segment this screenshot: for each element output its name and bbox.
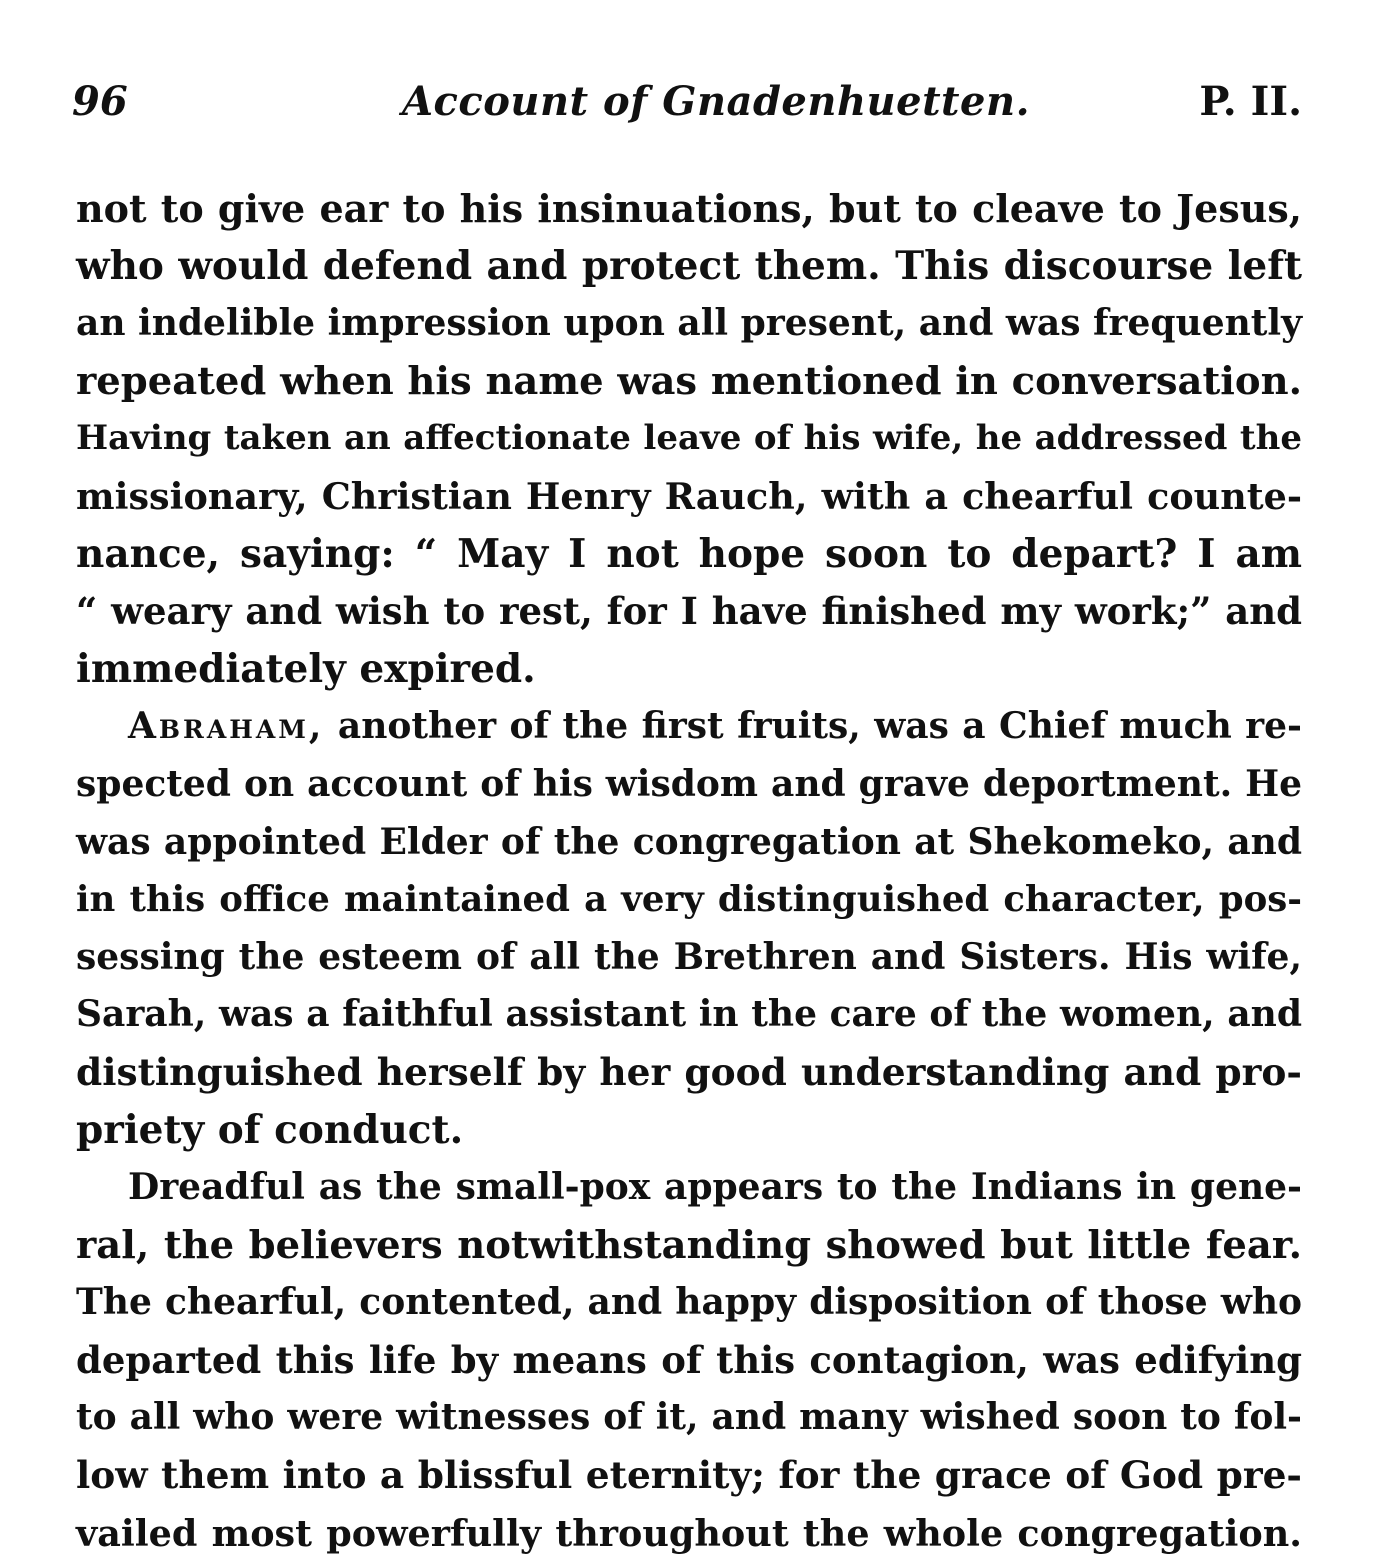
text-line: was appointed Elder of the congregation at Shekomeko, and (76, 820, 1302, 863)
paragraph-first-line (76, 698, 1302, 756)
text-line: Having taken an affectionate leave of his wife, he addressed the (76, 418, 1302, 459)
text-line: sessing the esteem of all the Brethren and Sisters. His wife, (76, 935, 1302, 978)
text-line: to all who were witnesses of it, and many wished soon to fol- (76, 1396, 1302, 1439)
text-line: priety of conduct. (76, 1106, 464, 1153)
lead-name: Abraham, (128, 705, 325, 748)
text-line: immediately expired. (76, 645, 536, 692)
text-line: in this office maintained a very distinguished character, pos- (76, 879, 1302, 921)
text-line: spected on account of his wisdom and grave deportment. He (76, 762, 1302, 805)
text-line: “ weary and wish to rest, for I have finished my work;” and (76, 589, 1302, 634)
text-line: distinguished herself by her good understanding and pro- (76, 1049, 1302, 1094)
running-head (72, 78, 1302, 138)
part-label: P. II. (1199, 78, 1302, 125)
text-line: not to give ear to his insinuations, but to cleave to Jesus, (76, 186, 1302, 231)
page-number: 96 (72, 78, 128, 125)
body-text (76, 180, 1302, 1562)
text-line: missionary, Christian Henry Rauch, with a chearful counte- (76, 474, 1302, 518)
text-line-rest: another of the first fruits, was a Chief much re- (324, 705, 1302, 748)
text-line: Dreadful as the small-pox appears to the Indians in gene- (128, 1166, 1302, 1209)
running-title: Account of Gnadenhuetten. (402, 78, 1030, 125)
text-line: low them into a blissful eternity; for the grace of God pre- (76, 1453, 1302, 1498)
text-line: an indelible impression upon all present, and was frequently (76, 302, 1303, 345)
text-line: Sarah, was a faithful assistant in the care of the women, and (76, 993, 1302, 1036)
text-line: nance, saying: “ May I not hope soon to depart? I am (76, 530, 1302, 577)
text-line: repeated when his name was mentioned in conversation. (76, 358, 1302, 404)
text-line: departed this life by means of this contagion, was edifying (76, 1337, 1302, 1382)
text-line: The chearful, contented, and happy disposition of those who (76, 1281, 1302, 1324)
text-line: ral, the believers notwithstanding showed but little fear. (76, 1222, 1302, 1268)
text-line: vailed most powerfully throughout the whole congregation. (76, 1511, 1302, 1555)
text-line: who would defend and protect them. This discourse left (76, 242, 1302, 289)
